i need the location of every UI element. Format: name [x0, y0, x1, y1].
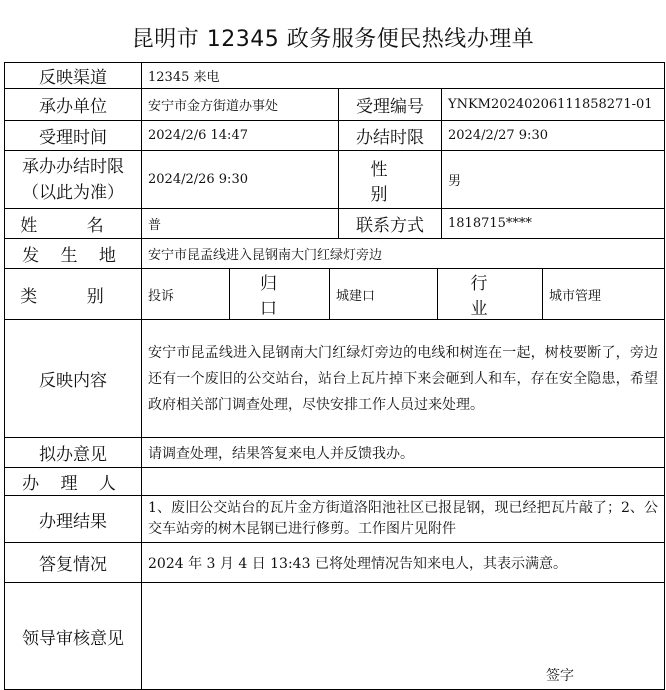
value-industry: 城市管理: [543, 269, 665, 320]
label-reply: 答复情况: [5, 543, 142, 583]
value-opinion: 请调查处理，结果答复来电人并反馈我办。: [142, 438, 665, 468]
label-result: 办理结果: [5, 496, 142, 543]
row-unit: [5, 89, 665, 121]
value-result: 1、废旧公交站台的瓦片金方街道洛阳池社区已报昆钢，现已经把瓦片敲了；2、公交车站旁的树木昆钢已进行修剪。工作图片见附件: [142, 496, 665, 543]
label-unit-limit-line1: 承办办结时限: [22, 156, 124, 177]
label-content: 反映内容: [5, 320, 142, 438]
label-sign: 签字: [546, 668, 574, 684]
value-contact: 1818715****: [442, 209, 665, 239]
label-gender: 性 别: [339, 151, 442, 209]
row-opinion: [5, 438, 665, 468]
label-unit-limit: [5, 151, 142, 209]
value-handler: [142, 468, 665, 496]
value-unit: 安宁市金方街道办事处: [142, 89, 339, 121]
value-content: 安宁市昆孟线进入昆钢南大门红绿灯旁边的电线和树连在一起，树枝要断了，旁边还有一个废旧的公交站台，站台上瓦片掉下来会砸到人和车，存在安全隐患，希望政府相关部门调查处理，尽快安排工作人员过来处理。: [142, 320, 665, 438]
row-channel: [5, 63, 665, 89]
label-leader: 领导审核意见: [5, 583, 142, 690]
row-leader: [5, 583, 665, 690]
row-reply: [5, 543, 665, 583]
value-unit-limit: 2024/2/26 9:30: [142, 151, 339, 209]
value-close-limit: 2024/2/27 9:30: [442, 121, 665, 151]
label-name: 姓 名: [5, 209, 142, 239]
row-content: [5, 320, 665, 438]
label-opinion: 拟办意见: [5, 438, 142, 468]
value-belong: 城建口: [330, 269, 438, 320]
leader-sign-area: [142, 583, 664, 689]
hotline-form-table: [4, 62, 665, 690]
row-unit-limit: [5, 151, 665, 209]
row-category: [5, 269, 665, 320]
label-industry: 行 业: [438, 269, 543, 320]
value-leader-cell: [142, 583, 665, 690]
label-accept-time: 受理时间: [5, 121, 142, 151]
row-name: [5, 209, 665, 239]
row-time: [5, 121, 665, 151]
label-unit: 承办单位: [5, 89, 142, 121]
value-gender: 男: [442, 151, 665, 209]
row-handler: [5, 468, 665, 496]
row-location: [5, 239, 665, 269]
label-accept-no: 受理编号: [339, 89, 442, 121]
value-accept-no: YNKM20240206111858271-01: [442, 89, 665, 121]
label-category: 类 别: [5, 269, 142, 320]
value-location: 安宁市昆孟线进入昆钢南大门红绿灯旁边: [142, 239, 665, 269]
value-name: 普: [142, 209, 339, 239]
page-title: 昆明市 12345 政务服务便民热线办理单: [131, 27, 535, 52]
value-category: 投诉: [142, 269, 230, 320]
label-location: 发 生 地: [5, 239, 142, 269]
value-channel: 12345 来电: [142, 63, 665, 89]
label-contact: 联系方式: [339, 209, 442, 239]
row-result: [5, 496, 665, 543]
label-belong: 归 口: [230, 269, 330, 320]
value-reply: 2024 年 3 月 4 日 13:43 已将处理情况告知来电人，其表示满意。: [142, 543, 665, 583]
label-close-limit: 办结时限: [339, 121, 442, 151]
label-unit-limit-line2: （以此为准）: [22, 182, 124, 203]
label-handler: 办 理 人: [5, 468, 142, 496]
label-channel: 反映渠道: [5, 63, 142, 89]
value-accept-time: 2024/2/6 14:47: [142, 121, 339, 151]
